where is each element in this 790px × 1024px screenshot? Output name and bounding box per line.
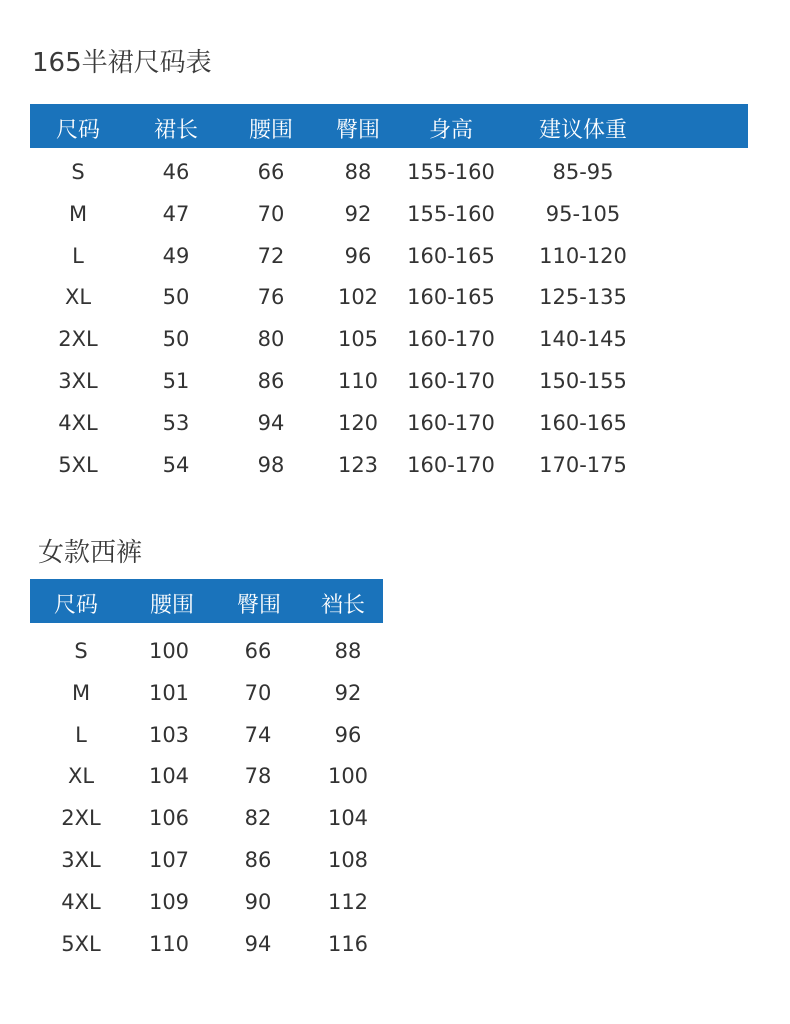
table-cell: 50 bbox=[162, 327, 190, 351]
table-cell: 72 bbox=[257, 244, 285, 268]
table-cell: 101 bbox=[148, 681, 190, 705]
trousers-chart-title: 女款西裤 bbox=[38, 538, 143, 568]
table-cell: 85-95 bbox=[552, 160, 614, 184]
table-cell: 95-105 bbox=[545, 202, 621, 226]
table-cell: 5XL bbox=[61, 932, 101, 956]
table-cell: 2XL bbox=[58, 327, 98, 351]
table-cell: 94 bbox=[244, 932, 272, 956]
table-cell: 66 bbox=[244, 639, 272, 663]
table-cell: 120 bbox=[337, 411, 379, 435]
table-cell: 105 bbox=[337, 327, 379, 351]
table-cell: L bbox=[72, 244, 84, 268]
table-row bbox=[0, 764, 790, 804]
table-cell: 88 bbox=[344, 160, 372, 184]
table-cell: 3XL bbox=[61, 848, 101, 872]
table-cell: 109 bbox=[148, 890, 190, 914]
table-row bbox=[0, 285, 790, 325]
table-cell: 100 bbox=[148, 639, 190, 663]
table-row bbox=[0, 244, 790, 284]
table-cell: 3XL bbox=[58, 369, 98, 393]
table-cell: 108 bbox=[327, 848, 369, 872]
table-cell: 110 bbox=[148, 932, 190, 956]
table-cell: 74 bbox=[244, 723, 272, 747]
table-cell: 102 bbox=[337, 285, 379, 309]
table-cell: 76 bbox=[257, 285, 285, 309]
table-cell: 92 bbox=[334, 681, 362, 705]
column-header: 建议体重 bbox=[538, 118, 628, 143]
table-cell: 80 bbox=[257, 327, 285, 351]
table-cell: 150-155 bbox=[539, 369, 627, 393]
table-cell: 2XL bbox=[61, 806, 101, 830]
size-chart-header bbox=[30, 104, 748, 148]
table-row bbox=[0, 160, 790, 200]
table-cell: 104 bbox=[148, 764, 190, 788]
table-cell: 155-160 bbox=[407, 160, 495, 184]
table-cell: 96 bbox=[344, 244, 372, 268]
table-cell: 47 bbox=[162, 202, 190, 226]
table-cell: 107 bbox=[148, 848, 190, 872]
table-cell: 160-170 bbox=[407, 327, 495, 351]
table-cell: 110 bbox=[337, 369, 379, 393]
table-row bbox=[0, 932, 790, 972]
size-chart-title: 165半裙尺码表 bbox=[32, 48, 212, 78]
table-cell: 70 bbox=[244, 681, 272, 705]
table-cell: 92 bbox=[344, 202, 372, 226]
table-cell: 160-165 bbox=[407, 244, 495, 268]
table-cell: S bbox=[74, 639, 88, 663]
table-cell: 110-120 bbox=[539, 244, 627, 268]
table-cell: 103 bbox=[148, 723, 190, 747]
table-cell: 51 bbox=[162, 369, 190, 393]
table-cell: 66 bbox=[257, 160, 285, 184]
column-header: 腰围 bbox=[149, 593, 195, 618]
table-cell: 160-170 bbox=[407, 453, 495, 477]
table-cell: 50 bbox=[162, 285, 190, 309]
table-cell: 155-160 bbox=[407, 202, 495, 226]
table-row bbox=[0, 411, 790, 451]
table-row bbox=[0, 890, 790, 930]
table-cell: 123 bbox=[337, 453, 379, 477]
column-header: 尺码 bbox=[55, 118, 101, 143]
table-cell: 90 bbox=[244, 890, 272, 914]
table-cell: 46 bbox=[162, 160, 190, 184]
table-row bbox=[0, 369, 790, 409]
table-cell: 53 bbox=[162, 411, 190, 435]
column-header: 尺码 bbox=[53, 593, 99, 618]
table-cell: 170-175 bbox=[539, 453, 627, 477]
table-cell: 104 bbox=[327, 806, 369, 830]
table-cell: 4XL bbox=[61, 890, 101, 914]
trousers-chart-header bbox=[30, 579, 383, 623]
table-cell: 125-135 bbox=[539, 285, 627, 309]
table-row bbox=[0, 639, 790, 679]
table-cell: 49 bbox=[162, 244, 190, 268]
table-cell: M bbox=[68, 202, 88, 226]
table-cell: 78 bbox=[244, 764, 272, 788]
table-cell: XL bbox=[64, 285, 92, 309]
table-cell: 140-145 bbox=[539, 327, 627, 351]
table-cell: 88 bbox=[334, 639, 362, 663]
table-cell: 100 bbox=[327, 764, 369, 788]
table-row bbox=[0, 723, 790, 763]
table-cell: 160-165 bbox=[539, 411, 627, 435]
table-cell: XL bbox=[67, 764, 95, 788]
table-row bbox=[0, 806, 790, 846]
table-cell: 86 bbox=[257, 369, 285, 393]
column-header: 臀围 bbox=[236, 593, 282, 618]
table-cell: 82 bbox=[244, 806, 272, 830]
table-cell: 96 bbox=[334, 723, 362, 747]
table-cell: 94 bbox=[257, 411, 285, 435]
table-row bbox=[0, 202, 790, 242]
column-header: 腰围 bbox=[248, 118, 294, 143]
table-cell: 98 bbox=[257, 453, 285, 477]
table-cell: S bbox=[71, 160, 85, 184]
table-row bbox=[0, 681, 790, 721]
table-cell: 54 bbox=[162, 453, 190, 477]
table-cell: 160-170 bbox=[407, 411, 495, 435]
column-header: 身高 bbox=[428, 118, 474, 143]
table-cell: 70 bbox=[257, 202, 285, 226]
table-row bbox=[0, 327, 790, 367]
table-cell: 116 bbox=[327, 932, 369, 956]
column-header: 裆长 bbox=[320, 593, 366, 618]
table-cell: 106 bbox=[148, 806, 190, 830]
table-row bbox=[0, 453, 790, 493]
table-cell: L bbox=[75, 723, 87, 747]
table-cell: 4XL bbox=[58, 411, 98, 435]
column-header: 臀围 bbox=[335, 118, 381, 143]
table-row bbox=[0, 848, 790, 888]
table-cell: 5XL bbox=[58, 453, 98, 477]
table-cell: M bbox=[71, 681, 91, 705]
table-cell: 86 bbox=[244, 848, 272, 872]
column-header: 裙长 bbox=[153, 118, 199, 143]
table-cell: 112 bbox=[327, 890, 369, 914]
table-cell: 160-170 bbox=[407, 369, 495, 393]
table-cell: 160-165 bbox=[407, 285, 495, 309]
